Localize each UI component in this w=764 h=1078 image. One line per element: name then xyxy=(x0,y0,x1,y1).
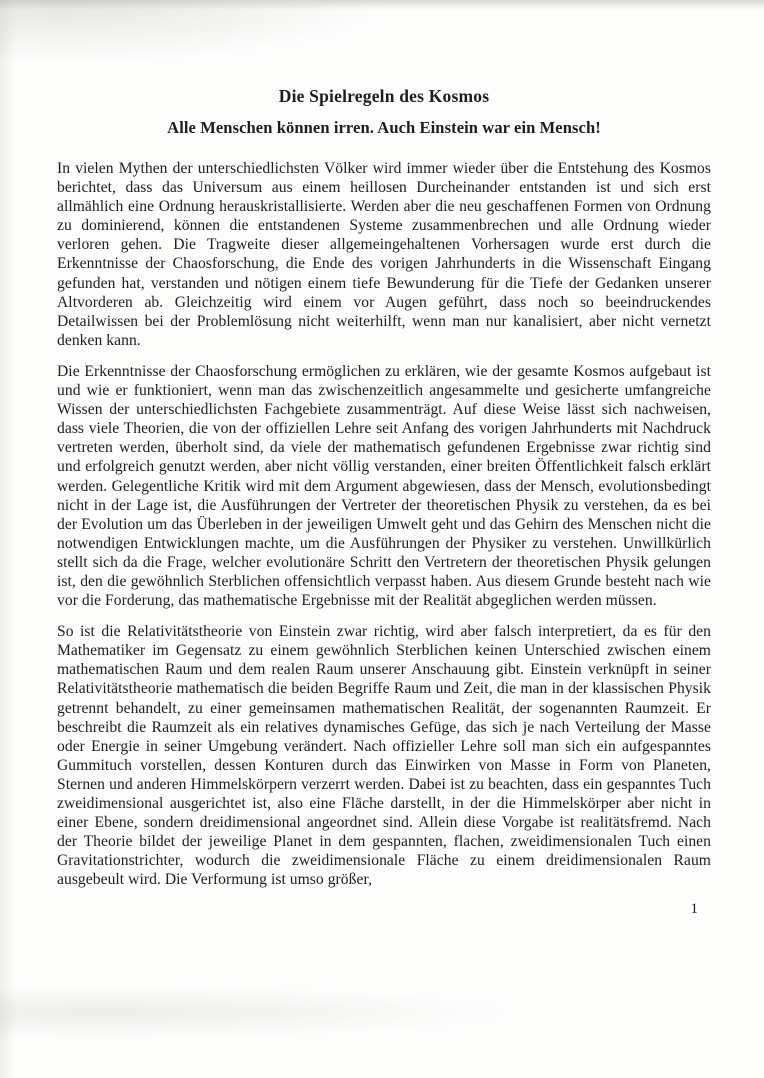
body-paragraph-3: So ist die Relativitätstheorie von Einstein zwar richtig, wird aber falsch interpretiert, da es für den Mathematiker im Gegensatz zu einem gewöhnlich Sterblichen keinen Unterschied zwischen einem mathematischen Raum und dem realen Raum unserer Anschauung gibt. Einstein verknüpft in seiner Relativitätstheorie mathematisch die beiden Begriffe Raum und Zeit, die man in der klassischen Physik getrennt behandelt, zu einer gemeinsamen mathematischen Realität, der sogenannten Raumzeit. Er beschreibt die Raumzeit als ein relatives dynamisches Gefüge, das sich je nach Verteilung der Masse oder Energie in seiner Umgebung verändert. Nach offizieller Lehre soll man sich ein aufgespanntes Gummituch vorstellen, dessen Konturen durch das Einwirken von Masse in Form von Planeten, Sternen und anderen Himmelskörpern verzerrt werden. Dabei ist zu beachten, dass ein gespanntes Tuch zweidimensional ausgerichtet ist, also eine Fläche darstellt, in der die Himmelskörper aber nicht in einer Ebene, sondern dreidimensional angeordnet sind. Allein diese Vorgabe ist realitätsfremd. Nach der Theorie bildet der jeweilige Planet in dem gespannten, flachen, zweidimensionalen Tuch einen Gravitationstrichter, wodurch die zweidimensionale Fläche zu einem dreidimensionalen Raum ausgebeult wird. Die Verformung ist umso größer, xyxy=(57,623,711,889)
scan-artifact-left-edge xyxy=(0,0,16,1078)
page-subtitle: Alle Menschen können irren. Auch Einstein war ein Mensch! xyxy=(167,118,601,137)
scan-artifact-top xyxy=(0,0,764,10)
page-title: Die Spielregeln des Kosmos xyxy=(278,86,490,106)
body-paragraph-2: Die Erkenntnisse der Chaosforschung ermöglichen zu erklären, wie der gesamte Kosmos aufgebaut ist und wie er funktioniert, wenn man das zwischenzeitlich angesammelte und gesicherte umfangreiche Wissen der unterschiedlichsten Fachgebiete zusammenträgt. Auf diese Weise lässt sich nachweisen, dass viele Theorien, die von der offiziellen Lehre seit Anfang des vorigen Jahrhunderts mit Nachdruck vertreten werden, überholt sind, da viele der mathematisch gefundenen Ergebnisse zwar richtig sind und erfolgreich genutzt werden, aber nicht völlig verstanden, einer breiten Öffentlichkeit falsch erklärt werden. Gelegentliche Kritik wird mit dem Argument abgewiesen, dass der Mensch, evolutionsbedingt nicht in der Lage ist, die Ausführungen der Vertreter der theoretischen Physik zu verstehen, da es bei der Evolution um das Überleben in der jeweiligen Umwelt geht und das Gehirn des Menschen nicht die notwendigen Entwicklungen machte, um die Ausführungen der Physiker zu verstehen. Unwillkürlich stellt sich da die Frage, welcher evolutionäre Schritt den Vertretern der theoretischen Physik gelungen ist, den die gewöhnlich Sterblichen offensichtlich verpasst haben. Aus diesem Grunde besteht nach wie vor die Forderung, das mathematische Ergebnisse mit der Realität abgeglichen werden müssen. xyxy=(57,362,711,610)
scan-artifact-bottom-left xyxy=(0,985,520,1040)
document-content xyxy=(57,86,711,918)
body-paragraph-1: In vielen Mythen der unterschiedlichsten Völker wird immer wieder über die Entstehung des Kosmos berichtet, dass das Universum aus einem heillosen Durcheinander entstanden ist und sich erst allmählich eine Ordnung herauskristallisierte. Werden aber die neu geschaffenen Formen von Ordnung zu dominierend, können die entstandenen Systeme zusammenbrechen und alle Ordnung wieder verloren gehen. Die Tragweite dieser allgemeingehaltenen Vorhersagen wurde erst durch die Erkenntnisse der Chaosforschung, die Ende des vorigen Jahrhunderts in die Wissenschaft Eingang gefunden hat, verstanden und nötigen einem tiefe Bewunderung für die Tiefe der Gedanken unserer Altvorderen ab. Gleichzeitig wird einem vor Augen geführt, dass noch so beeindruckendes Detailwissen bei der Problemlösung nicht weiterhilft, wenn man nur kanalisiert, aber nicht vernetzt denken kann. xyxy=(57,160,711,349)
page-number: 1 xyxy=(690,901,698,918)
scan-artifact-top-left xyxy=(0,0,420,70)
